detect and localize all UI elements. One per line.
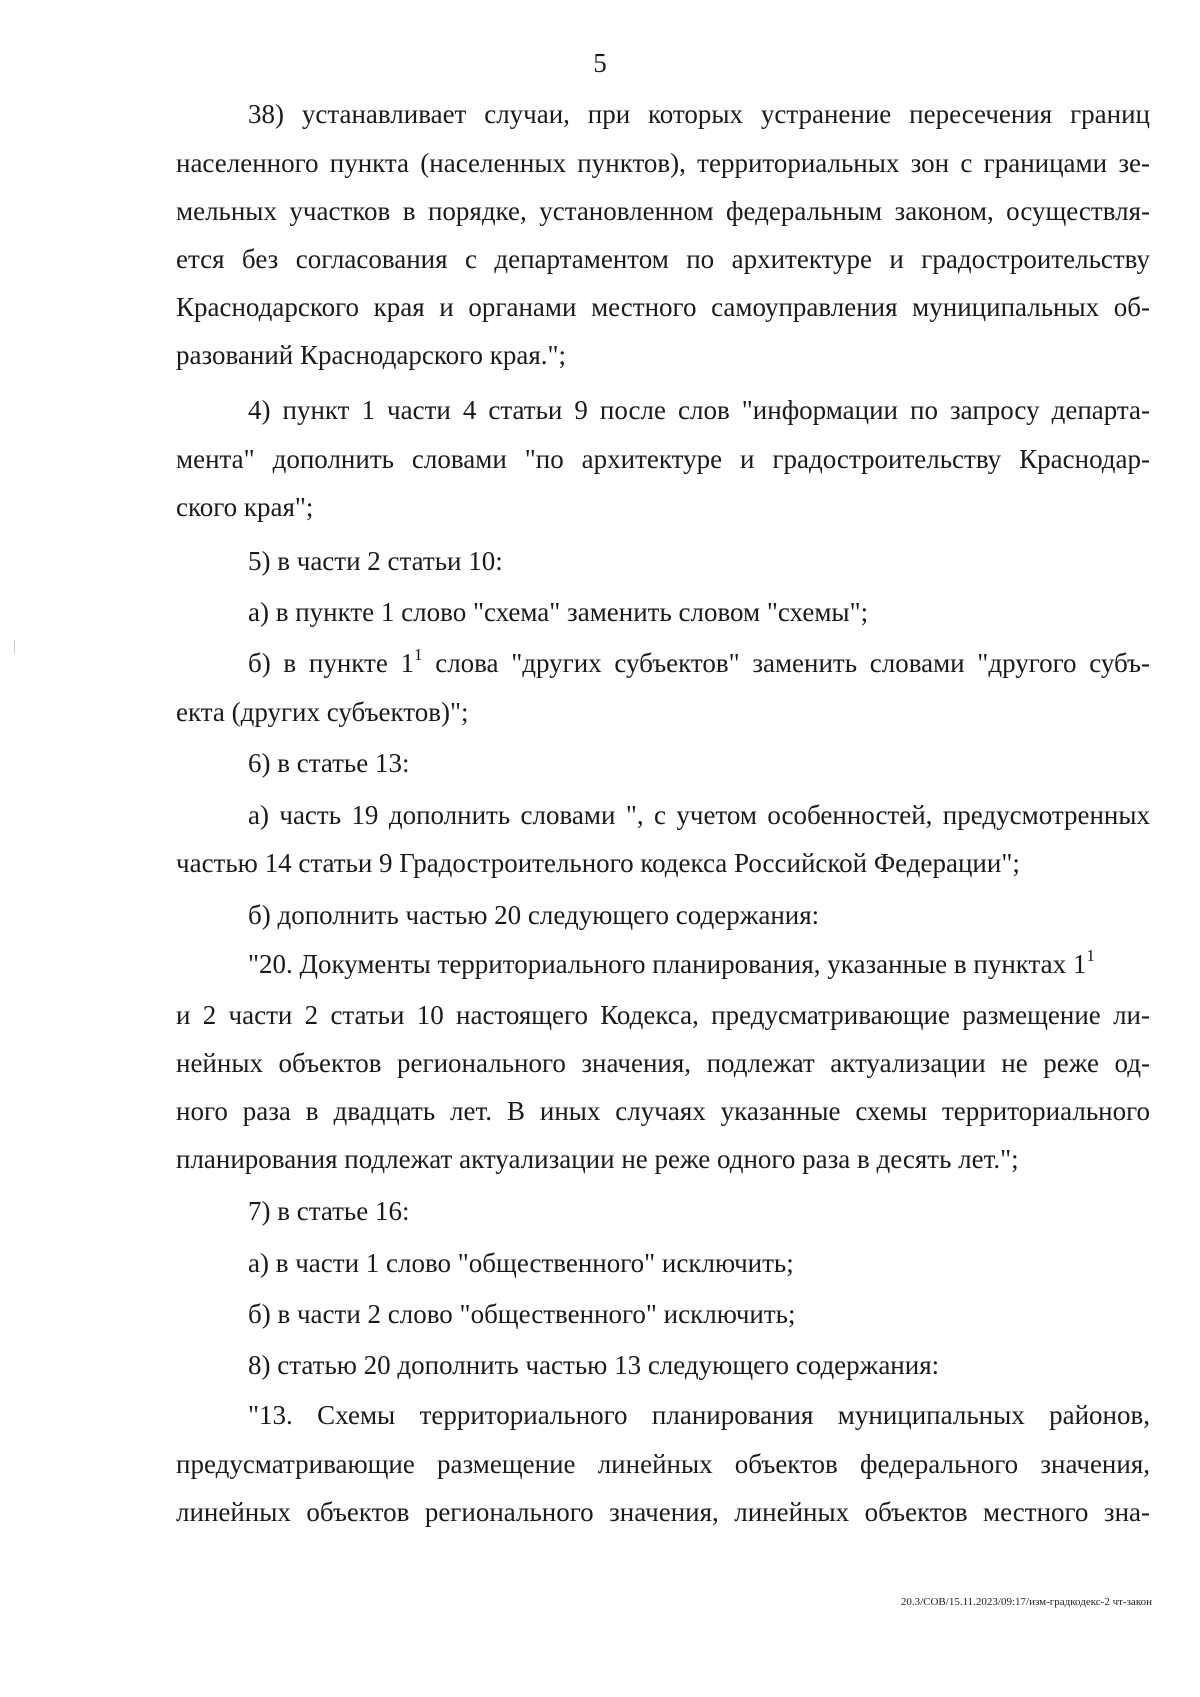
paragraph-5b-line-2: екта (других субъектов)";	[176, 697, 469, 727]
paragraph-4-line-3: ского края";	[176, 492, 314, 522]
paragraph-6a-line-1: а) часть 19 дополнить словами ", с учетом особенностей, предусмотренных	[248, 800, 1150, 830]
part-13-line-3: линейных объектов регионального значения, линейных объектов местного зна-	[176, 1497, 1150, 1527]
paragraph-5a: а) в пункте 1 слово "схема" заменить словом "схемы";	[248, 597, 869, 627]
part-20-line-3: нейных объектов регионального значения, подлежат актуализации не реже од-	[176, 1048, 1150, 1078]
part-20-line-1	[248, 946, 1150, 982]
part-13-line-2: предусматривающие размещение линейных объектов федерального значения,	[176, 1449, 1150, 1479]
paragraph-7: 7) в статье 16:	[248, 1196, 410, 1226]
paragraph-6b: б) дополнить частью 20 следующего содержания:	[248, 900, 820, 930]
superscript-index: 1	[1086, 946, 1095, 965]
paragraph-6a-line-2: частью 14 статьи 9 Градостроительного кодекса Российской Федерации";	[176, 848, 1020, 878]
paragraph-5: 5) в части 2 статьи 10:	[248, 546, 503, 576]
paragraph-38-line-3: мельных участков в порядке, установленном федеральным законом, осуществля-	[176, 196, 1150, 226]
paragraph-5b-text-end: слова "других субъектов" заменить словами "другого субъ-	[422, 648, 1150, 678]
scan-speck	[14, 640, 15, 654]
paragraph-4-line-1: 4) пункт 1 части 4 статьи 9 после слов "информации по запросу департа-	[248, 395, 1150, 425]
superscript-index: 1	[414, 645, 423, 664]
paragraph-38-line-5: Краснодарского края и органами местного самоуправления муниципальных об-	[176, 292, 1150, 322]
paragraph-38-line-2: населенного пункта (населенных пунктов), территориальных зон с границами зе-	[176, 148, 1150, 178]
paragraph-38-line-6: разований Краснодарского края.";	[176, 340, 567, 370]
part-20-text-start: "20. Документы территориального планирования, указанные в пунктах 1	[248, 949, 1087, 979]
page-number: 5	[593, 48, 607, 78]
part-13-line-1: "13. Схемы территориального планирования муниципальных районов,	[248, 1400, 1150, 1430]
paragraph-6: 6) в статье 13:	[248, 748, 410, 778]
paragraph-8: 8) статью 20 дополнить частью 13 следующего содержания:	[248, 1350, 940, 1380]
part-20-line-2: и 2 части 2 статьи 10 настоящего Кодекса, предусматривающие размещение ли-	[176, 1000, 1150, 1030]
paragraph-38-line-1: 38) устанавливает случаи, при которых устранение пересечения границ	[248, 99, 1150, 129]
document-footer-code: 20.3/СОВ/15.11.2023/09:17/изм-градкодекс-2 чт-закон	[900, 1596, 1152, 1608]
part-20-line-5: планирования подлежат актуализации не реже одного раза в десять лет.";	[176, 1144, 1019, 1174]
paragraph-4-line-2: мента" дополнить словами "по архитектуре и градостроительству Краснодар-	[176, 444, 1150, 474]
paragraph-7a: а) в части 1 слово "общественного" исключить;	[248, 1248, 794, 1278]
paragraph-7b: б) в части 2 слово "общественного" исключить;	[248, 1299, 796, 1329]
paragraph-5b-line-1	[248, 645, 1150, 681]
part-20-line-4: ного раза в двадцать лет. В иных случаях указанные схемы территориального	[176, 1096, 1150, 1126]
paragraph-38-line-4: ется без согласования с департаментом по архитектуре и градостроительству	[176, 244, 1150, 274]
paragraph-5b-text-start: б) в пункте 1	[248, 648, 415, 678]
